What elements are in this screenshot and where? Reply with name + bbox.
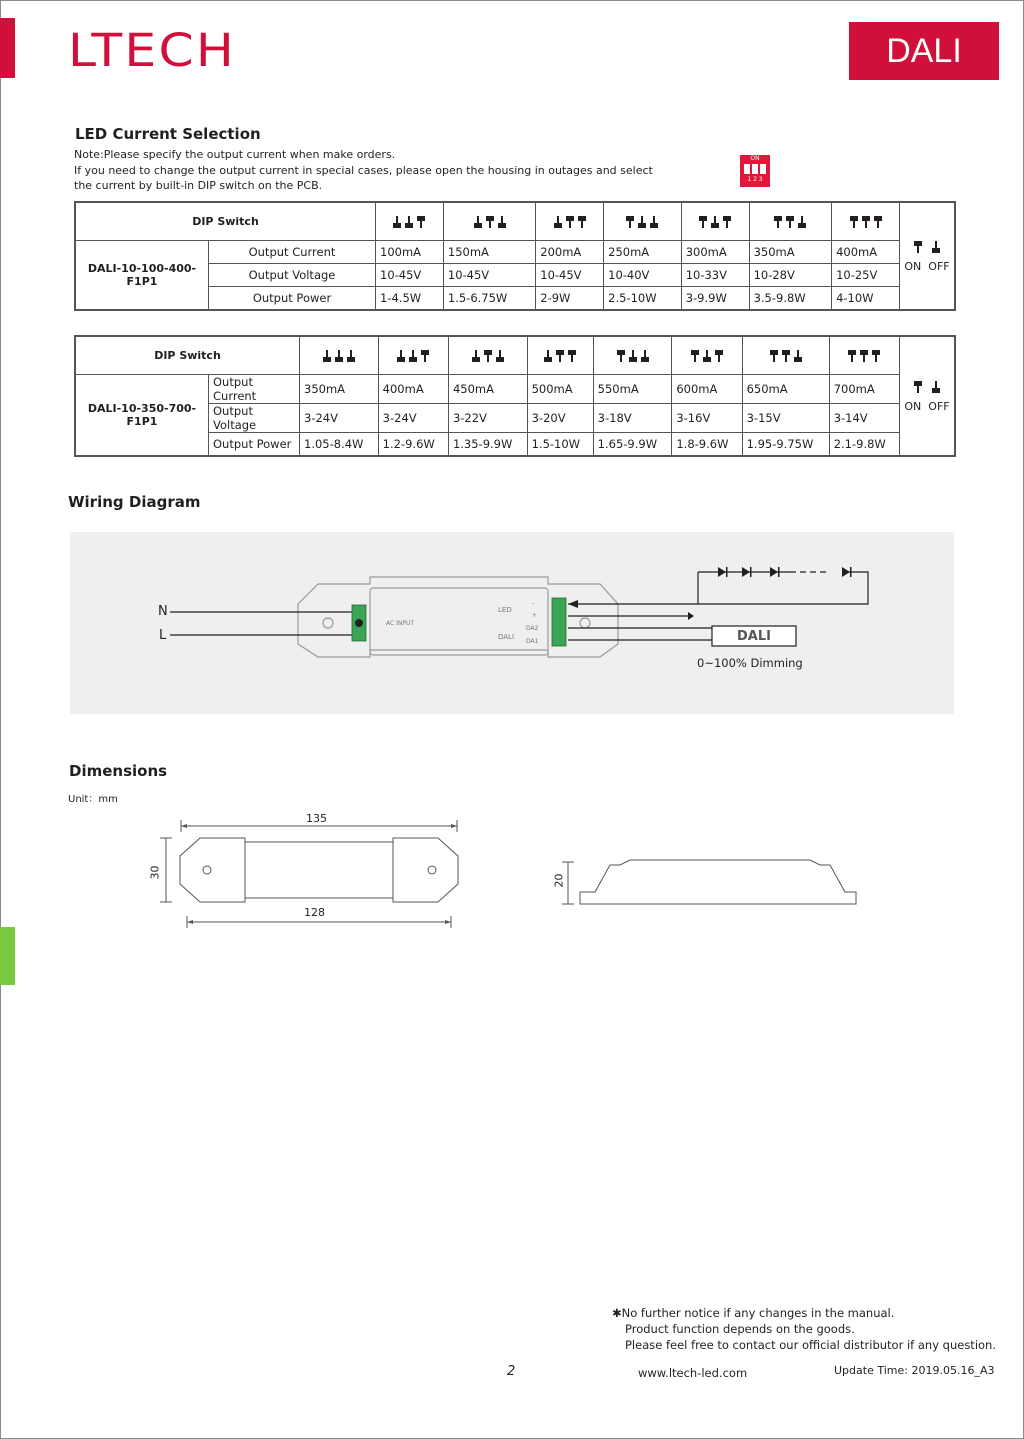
dip-switch-icon xyxy=(323,350,355,362)
dimension-drawings xyxy=(140,820,880,930)
cell: 1.5-6.75W xyxy=(443,287,535,311)
switch-on-icon xyxy=(484,350,492,362)
row-label: Output Voltage xyxy=(209,264,376,287)
top-view-outline xyxy=(180,838,458,902)
switch-off-icon xyxy=(650,216,658,228)
cell: 3-20V xyxy=(527,404,593,433)
switch-off-icon xyxy=(794,350,802,362)
label-da2: DA2 xyxy=(526,625,539,632)
cell: 1-4.5W xyxy=(376,287,444,311)
section-title-dimensions: Dimensions xyxy=(69,762,168,780)
driver-outline xyxy=(298,577,618,657)
switch-on-icon xyxy=(715,350,723,362)
switch-cell xyxy=(749,202,831,241)
switch-cell xyxy=(443,202,535,241)
row-label: Output Voltage xyxy=(209,404,300,433)
cell: 3-14V xyxy=(829,404,899,433)
dip-switch-icon xyxy=(850,216,882,228)
cell: 1.35-9.9W xyxy=(448,433,527,457)
cell: 2.1-9.8W xyxy=(829,433,899,457)
dip-switch-icon xyxy=(699,216,731,228)
switch-off-icon xyxy=(472,350,480,362)
switch-off-icon xyxy=(323,350,331,362)
wiring-diagram xyxy=(70,532,954,714)
on-off-legend xyxy=(900,202,956,310)
dim-length-128: 128 xyxy=(304,906,325,919)
switch-cell xyxy=(376,202,444,241)
cell: 1.5-10W xyxy=(527,433,593,457)
dip-switch-icon xyxy=(848,350,880,362)
switch-off-icon xyxy=(397,350,405,362)
row-label: Output Power xyxy=(209,287,376,311)
cell: 550mA xyxy=(593,375,672,404)
cell: 3-22V xyxy=(448,404,527,433)
cell: 1.2-9.6W xyxy=(378,433,448,457)
switch-on-icon xyxy=(782,350,790,362)
switch-off-icon xyxy=(496,350,504,362)
dip-icon-keys xyxy=(740,164,770,174)
cell: 10-33V xyxy=(681,264,749,287)
switch-off-icon xyxy=(554,216,562,228)
cell: 1.05-8.4W xyxy=(300,433,379,457)
switch-cell xyxy=(300,336,379,375)
cell: 500mA xyxy=(527,375,593,404)
section-title-current: LED Current Selection xyxy=(75,125,261,143)
switch-cell xyxy=(593,336,672,375)
switch-on-icon xyxy=(417,216,425,228)
switch-off-icon xyxy=(405,216,413,228)
switch-off-icon xyxy=(347,350,355,362)
wiring-svg xyxy=(70,532,954,714)
switch-on-icon xyxy=(774,216,782,228)
switch-off-icon xyxy=(798,216,806,228)
switch-on-icon xyxy=(860,350,868,362)
dip-table-2 xyxy=(74,335,956,457)
side-view-outline xyxy=(580,860,856,904)
cell: 10-45V xyxy=(376,264,444,287)
cell: 600mA xyxy=(672,375,742,404)
cell: 3-24V xyxy=(378,404,448,433)
switch-cell xyxy=(672,336,742,375)
footer-note: Product function depends on the goods. xyxy=(625,1322,855,1336)
dip-icon-on-label: ON xyxy=(750,155,760,162)
legend-off: OFF xyxy=(928,399,950,413)
switch-cell xyxy=(448,336,527,375)
dip-switch-icon xyxy=(393,216,425,228)
cell: 10-28V xyxy=(749,264,831,287)
dip-switch-header: DIP Switch xyxy=(75,336,300,375)
footer-notes xyxy=(612,1305,996,1353)
brand-logo: LTECH xyxy=(68,24,237,77)
header-accent-bar xyxy=(0,18,15,78)
dim-length-135: 135 xyxy=(306,812,327,825)
label-ac-input: AC INPUT xyxy=(386,620,415,627)
switch-on-icon xyxy=(850,216,858,228)
switch-cell xyxy=(829,336,899,375)
note-line: Note:Please specify the output current when make orders. xyxy=(74,148,396,161)
switch-off-icon xyxy=(703,350,711,362)
switch-on-icon xyxy=(786,216,794,228)
model-name: DALI-10-350-700-F1P1 xyxy=(75,375,209,457)
label-led: LED xyxy=(498,606,512,614)
switch-cell xyxy=(536,202,604,241)
switch-on-icon xyxy=(872,350,880,362)
switch-on-icon xyxy=(723,216,731,228)
row-label: Output Power xyxy=(209,433,300,457)
cell: 250mA xyxy=(604,241,682,264)
section-title-wiring: Wiring Diagram xyxy=(68,493,201,511)
switch-cell xyxy=(604,202,682,241)
switch-on-icon xyxy=(862,216,870,228)
dip-switch-icon xyxy=(472,350,504,362)
cell: 10-25V xyxy=(832,264,900,287)
website-link[interactable]: www.ltech-led.com xyxy=(638,1366,748,1380)
note-line: If you need to change the output current in special cases, please open the housing in outages and select xyxy=(74,163,653,177)
dip-switch-icon xyxy=(626,216,658,228)
dip-switch-header: DIP Switch xyxy=(75,202,376,241)
cell: 10-45V xyxy=(536,264,604,287)
switch-on-icon xyxy=(421,350,429,362)
switch-off-icon xyxy=(638,216,646,228)
switch-on-icon xyxy=(486,216,494,228)
cell: 3-16V xyxy=(672,404,742,433)
cell: 2-9W xyxy=(536,287,604,311)
note-block xyxy=(74,147,694,194)
label-minus: - xyxy=(532,600,535,607)
dip-switch-icon xyxy=(770,350,802,362)
switch-on-icon xyxy=(626,216,634,228)
cell: 4-10W xyxy=(832,287,900,311)
cell: 1.8-9.6W xyxy=(672,433,742,457)
switch-off-icon xyxy=(498,216,506,228)
footer-note: No further notice if any changes in the manual. xyxy=(621,1306,895,1320)
switch-off-icon xyxy=(474,216,482,228)
switch-off-icon xyxy=(409,350,417,362)
side-accent-bar xyxy=(0,927,15,985)
dip-switch-icon xyxy=(740,155,770,187)
dip-table-1 xyxy=(74,201,956,311)
cell: 350mA xyxy=(749,241,831,264)
cell: 3-9.9W xyxy=(681,287,749,311)
label-dali-port: DALI xyxy=(498,633,515,641)
cell: 300mA xyxy=(681,241,749,264)
dip-switch-icon xyxy=(691,350,723,362)
dip-switch-icon xyxy=(544,350,576,362)
dimming-label: 0~100% Dimming xyxy=(697,656,803,670)
switch-cell xyxy=(378,336,448,375)
cell: 400mA xyxy=(378,375,448,404)
switch-cell xyxy=(681,202,749,241)
switch-on-icon xyxy=(874,216,882,228)
switch-cell xyxy=(527,336,593,375)
label-da1: DA1 xyxy=(526,638,539,645)
cell: 400mA xyxy=(832,241,900,264)
cell: 1.65-9.9W xyxy=(593,433,672,457)
cell: 150mA xyxy=(443,241,535,264)
row-label: Output Current xyxy=(209,375,300,404)
cell: 200mA xyxy=(536,241,604,264)
dim-height-20: 20 xyxy=(552,873,566,888)
unit-label: Unit：mm xyxy=(68,794,118,805)
dip-icon-numbers: 1 2 3 xyxy=(747,176,763,183)
cell: 3.5-9.8W xyxy=(749,287,831,311)
switch-off-icon xyxy=(544,350,552,362)
switch-on-icon xyxy=(770,350,778,362)
label-plus: + xyxy=(532,612,538,619)
label-n: N xyxy=(158,604,168,619)
note-line: the current by built-in DIP switch on the PCB. xyxy=(74,179,323,192)
cell: 1.95-9.75W xyxy=(742,433,829,457)
dali-controller-box: DALI xyxy=(737,629,771,644)
switch-cell xyxy=(742,336,829,375)
cell: 3-15V xyxy=(742,404,829,433)
switch-on-icon xyxy=(566,216,574,228)
cell: 100mA xyxy=(376,241,444,264)
switch-off-icon xyxy=(641,350,649,362)
dip-switch-icon xyxy=(397,350,429,362)
on-off-legend xyxy=(900,336,956,456)
switch-off-icon xyxy=(711,216,719,228)
switch-on-icon xyxy=(568,350,576,362)
row-label: Output Current xyxy=(209,241,376,264)
model-name: DALI-10-100-400-F1P1 xyxy=(75,241,209,311)
dip-switch-icon xyxy=(474,216,506,228)
page-number: 2 xyxy=(507,1364,516,1379)
cell: 3-18V xyxy=(593,404,672,433)
label-l: L xyxy=(159,628,167,643)
switch-off-icon xyxy=(335,350,343,362)
note-star-icon: ✱ xyxy=(612,1306,622,1320)
cell: 10-40V xyxy=(604,264,682,287)
cell: 450mA xyxy=(448,375,527,404)
switch-on-icon xyxy=(699,216,707,228)
dip-switch-icon xyxy=(617,350,649,362)
cell: 3-24V xyxy=(300,404,379,433)
switch-on-icon xyxy=(848,350,856,362)
dim-width-30: 30 xyxy=(148,865,162,880)
cell: 700mA xyxy=(829,375,899,404)
product-tag: DALI xyxy=(849,22,999,80)
switch-off-icon xyxy=(393,216,401,228)
footer-note: Please feel free to contact our official distributor if any question. xyxy=(625,1338,996,1352)
switch-cell xyxy=(832,202,900,241)
dip-switch-icon xyxy=(774,216,806,228)
switch-on-icon xyxy=(578,216,586,228)
switch-on-icon xyxy=(556,350,564,362)
dip-switch-icon xyxy=(554,216,586,228)
cell: 10-45V xyxy=(443,264,535,287)
cell: 2.5-10W xyxy=(604,287,682,311)
switch-off-icon xyxy=(629,350,637,362)
legend-on: ON xyxy=(904,259,922,273)
cell: 350mA xyxy=(300,375,379,404)
switch-on-icon xyxy=(691,350,699,362)
legend-on: ON xyxy=(904,399,922,413)
update-time: Update Time: 2019.05.16_A3 xyxy=(834,1364,995,1377)
cell: 650mA xyxy=(742,375,829,404)
legend-off: OFF xyxy=(928,259,950,273)
switch-on-icon xyxy=(617,350,625,362)
